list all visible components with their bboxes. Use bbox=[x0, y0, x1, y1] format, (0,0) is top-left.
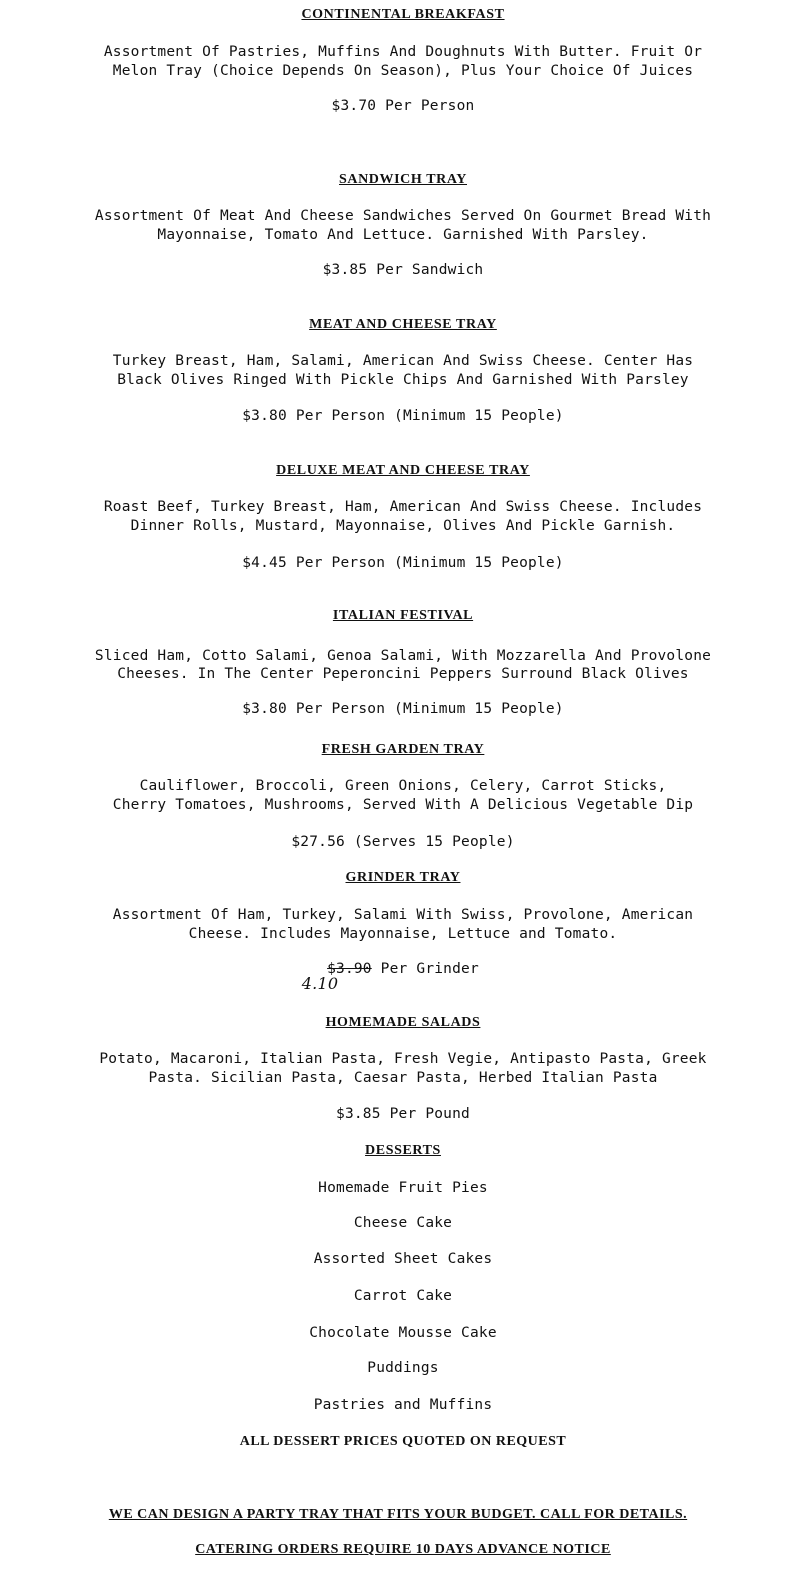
advance-notice: CATERING ORDERS REQUIRE 10 DAYS ADVANCE NOTICE bbox=[195, 1542, 611, 1557]
section-price: $3.85 Per Sandwich bbox=[322, 262, 484, 278]
section-price: $4.45 Per Person (Minimum 15 People) bbox=[242, 555, 564, 571]
section-description-line: Roast Beef, Turkey Breast, Ham, American And Swiss Cheese. Includes bbox=[103, 499, 703, 515]
section-title-grinder-tray: GRINDER TRAY bbox=[345, 870, 461, 885]
section-price: $3.80 Per Person (Minimum 15 People) bbox=[242, 701, 564, 717]
section-description-line: Black Olives Ringed With Pickle Chips And Garnished With Parsley bbox=[117, 372, 689, 388]
section-description-line: Turkey Breast, Ham, Salami, American And Swiss Cheese. Center Has bbox=[112, 353, 694, 369]
dessert-item: Carrot Cake bbox=[353, 1288, 453, 1304]
handwritten-price: 4.10 bbox=[301, 974, 339, 993]
section-description-line: Dinner Rolls, Mustard, Mayonnaise, Olives And Pickle Garnish. bbox=[130, 518, 676, 534]
dessert-item: Puddings bbox=[367, 1360, 439, 1376]
section-price: $3.70 Per Person bbox=[331, 98, 475, 114]
section-description-line: Mayonnaise, Tomato And Lettuce. Garnished With Parsley. bbox=[157, 227, 649, 243]
dessert-item: Assorted Sheet Cakes bbox=[313, 1251, 493, 1267]
section-description-line: Cherry Tomatoes, Mushrooms, Served With A Delicious Vegetable Dip bbox=[112, 797, 694, 813]
section-description-line: Cheese. Includes Mayonnaise, Lettuce and Tomato. bbox=[188, 926, 618, 942]
section-description-line: Assortment Of Meat And Cheese Sandwiches Served On Gourmet Bread With bbox=[94, 208, 712, 224]
section-title-meat-and-cheese-tray: MEAT AND CHEESE TRAY bbox=[309, 317, 497, 332]
section-description-line: Melon Tray (Choice Depends On Season), Plus Your Choice Of Juices bbox=[112, 63, 694, 79]
section-price: $3.80 Per Person (Minimum 15 People) bbox=[242, 408, 564, 424]
section-description-line: Cauliflower, Broccoli, Green Onions, Celery, Carrot Sticks, bbox=[139, 778, 667, 794]
dessert-item: Pastries and Muffins bbox=[313, 1397, 493, 1413]
section-title-sandwich-tray: SANDWICH TRAY bbox=[339, 172, 467, 187]
section-description-line: Assortment Of Pastries, Muffins And Doughnuts With Butter. Fruit Or bbox=[103, 44, 703, 60]
dessert-prices-note: ALL DESSERT PRICES QUOTED ON REQUEST bbox=[239, 1434, 567, 1449]
section-description-line: Assortment Of Ham, Turkey, Salami With Swiss, Provolone, American bbox=[112, 907, 694, 923]
dessert-item: Cheese Cake bbox=[353, 1215, 453, 1231]
section-description-line: Sliced Ham, Cotto Salami, Genoa Salami, With Mozzarella And Provolone bbox=[94, 648, 712, 664]
section-title-deluxe-meat-and-cheese-tray: DELUXE MEAT AND CHEESE TRAY bbox=[276, 463, 530, 478]
section-price bbox=[0, 961, 806, 977]
section-price: $3.85 Per Pound bbox=[336, 1106, 470, 1122]
section-description-line: Cheeses. In The Center Peperoncini Peppers Surround Black Olives bbox=[117, 666, 689, 682]
dessert-item: Homemade Fruit Pies bbox=[318, 1180, 488, 1196]
section-description-line: Potato, Macaroni, Italian Pasta, Fresh Vegie, Antipasto Pasta, Greek bbox=[99, 1051, 707, 1067]
section-title-italian-festival: ITALIAN FESTIVAL bbox=[332, 608, 474, 623]
section-title-continental-breakfast: CONTINENTAL BREAKFAST bbox=[301, 7, 505, 22]
section-description-line: Pasta. Sicilian Pasta, Caesar Pasta, Herbed Italian Pasta bbox=[148, 1070, 658, 1086]
dessert-item: Chocolate Mousse Cake bbox=[309, 1325, 497, 1341]
section-title-fresh-garden-tray: FRESH GARDEN TRAY bbox=[321, 742, 485, 757]
price-unit: Per Grinder bbox=[371, 961, 479, 977]
section-price: $27.56 (Serves 15 People) bbox=[291, 834, 515, 850]
struck-price: $3.90 bbox=[327, 961, 372, 977]
party-tray-notice: WE CAN DESIGN A PARTY TRAY THAT FITS YOUR BUDGET. CALL FOR DETAILS. bbox=[108, 1507, 688, 1522]
section-title-desserts: DESSERTS bbox=[365, 1143, 441, 1158]
section-title-homemade-salads: HOMEMADE SALADS bbox=[325, 1015, 481, 1030]
